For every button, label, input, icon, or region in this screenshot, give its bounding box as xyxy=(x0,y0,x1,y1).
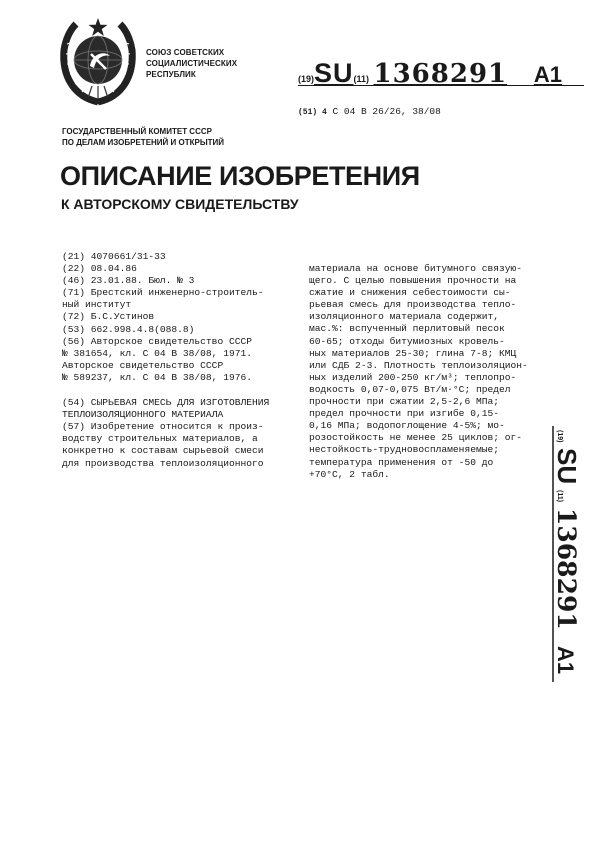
abstract-line: ных материалов 25-30; глина 7-8; КМЦ xyxy=(309,347,517,359)
left-column xyxy=(62,251,294,470)
committee-line-2: ПО ДЕЛАМ ИЗОБРЕТЕНИЙ И ОТКРЫТИЙ xyxy=(62,138,225,147)
biblio-line: (46) 23.01.88. Бюл. № 3 xyxy=(62,275,195,287)
side-country-code: SU xyxy=(552,448,582,485)
biblio-line: (21) 4070661/31-33 xyxy=(62,251,166,262)
ipc-codes: С 04 В 26/26, 38/08 xyxy=(332,106,441,117)
abstract-line: щего. С целью повышения прочности на xyxy=(309,275,517,287)
state-emblem xyxy=(58,14,138,106)
publication-number xyxy=(298,58,588,88)
abstract-line: для производства теплоизоляционного xyxy=(62,457,264,469)
ipc-classification xyxy=(298,106,441,117)
biblio-line: (71) Брестский инженерно-строитель- xyxy=(62,287,264,299)
biblio-line: (22) 08.04.86 xyxy=(62,263,137,275)
abstract-line: нестойкость-трудновоспламеняемые; xyxy=(309,444,499,456)
biblio-line: ный институт xyxy=(62,299,132,311)
document-title: ОПИСАНИЕ ИЗОБРЕТЕНИЯ xyxy=(60,161,420,191)
country-line-1: СОЮЗ СОВЕТСКИХ xyxy=(146,48,225,57)
biblio-line: (53) 662.998.4.8(088.8) xyxy=(62,323,195,335)
abstract-line: изоляционного материала содержит, xyxy=(309,311,499,323)
abstract-line: водкость 0,07-0,075 Вт/м·°С; предел xyxy=(309,383,511,395)
abstract-line: розостойкость не менее 25 циклов; ог- xyxy=(309,432,523,444)
ipc-prefix: (51) 4 xyxy=(298,108,327,117)
kind-code: A1 xyxy=(533,62,562,87)
abstract-line: материала на основе битумного связую- xyxy=(309,263,523,274)
biblio-line: № 589237, кл. С 04 В 38/08, 1976. xyxy=(62,371,252,383)
country-code: SU xyxy=(314,58,354,88)
pub-number-underline xyxy=(298,85,584,86)
abstract-line: ных изделий 200-250 кг/м³; теплопро- xyxy=(309,371,517,383)
side-mid: (11) xyxy=(556,490,563,503)
abstract-line: или СДБ 2-3. Плотность теплоизоляцион- xyxy=(309,359,528,371)
committee xyxy=(62,126,224,148)
side-prefix: (19) xyxy=(556,430,563,443)
spacer xyxy=(62,384,294,397)
abstract-line: водству строительных материалов, а xyxy=(62,433,258,445)
side-publication-stamp xyxy=(538,426,582,688)
country-line-2: СОЦИАЛИСТИЧЕСКИХ xyxy=(146,59,238,68)
side-number: 1368291 xyxy=(552,508,581,630)
abstract-line: конкретно к составам сырьевой смеси xyxy=(62,445,264,457)
biblio-line: (56) Авторское свидетельство СССР xyxy=(62,335,252,347)
country-name xyxy=(146,47,237,80)
pub-code-prefix: (19) xyxy=(298,74,315,84)
abstract-line: +70°С, 2 табл. xyxy=(309,468,390,480)
abstract-line: температура применения от -50 до xyxy=(309,456,494,468)
committee-line-1: ГОСУДАРСТВЕННЫЙ КОМИТЕТ СССР xyxy=(62,127,212,136)
biblio-line: № 381654, кл. С 04 В 38/08, 1971. xyxy=(62,347,252,359)
right-column xyxy=(309,263,541,481)
abstract-line: предел прочности при изгибе 0,15- xyxy=(309,408,499,420)
biblio-line: Авторское свидетельство СССР xyxy=(62,359,224,371)
pub-code-mid: (11) xyxy=(353,74,370,84)
country-line-3: РЕСПУБЛИК xyxy=(146,70,196,79)
biblio-line: (72) Б.С.Устинов xyxy=(62,311,155,323)
invention-title-line: ТЕПЛОИЗОЛЯЦИОННОГО МАТЕРИАЛА xyxy=(62,409,224,421)
abstract-line: (57) Изобретение относится к произ- xyxy=(62,421,264,433)
abstract-line: 60-65; отходы битумиозных кровель- xyxy=(309,335,505,347)
abstract-line: мас.%: вспученный перлитовый песок xyxy=(309,323,505,335)
document-subtitle: К АВТОРСКОМУ СВИДЕТЕЛЬСТВУ xyxy=(61,196,299,212)
pub-number: 1368291 xyxy=(373,59,508,89)
abstract-line: сжатие и снижения себестоимости сы- xyxy=(309,287,511,299)
abstract-line: прочности при сжатии 2,5-2,6 МПа; xyxy=(309,396,499,408)
invention-title-line: (54) СЫРЬЕВАЯ СМЕСЬ ДЛЯ ИЗГОТОВЛЕНИЯ xyxy=(62,397,270,409)
abstract-line: рьевая смесь для производства тепло- xyxy=(309,299,517,311)
side-kind: A1 xyxy=(553,646,578,675)
abstract-line: 0,16 МПа; водопоглощение 4-5%; мо- xyxy=(309,420,505,432)
